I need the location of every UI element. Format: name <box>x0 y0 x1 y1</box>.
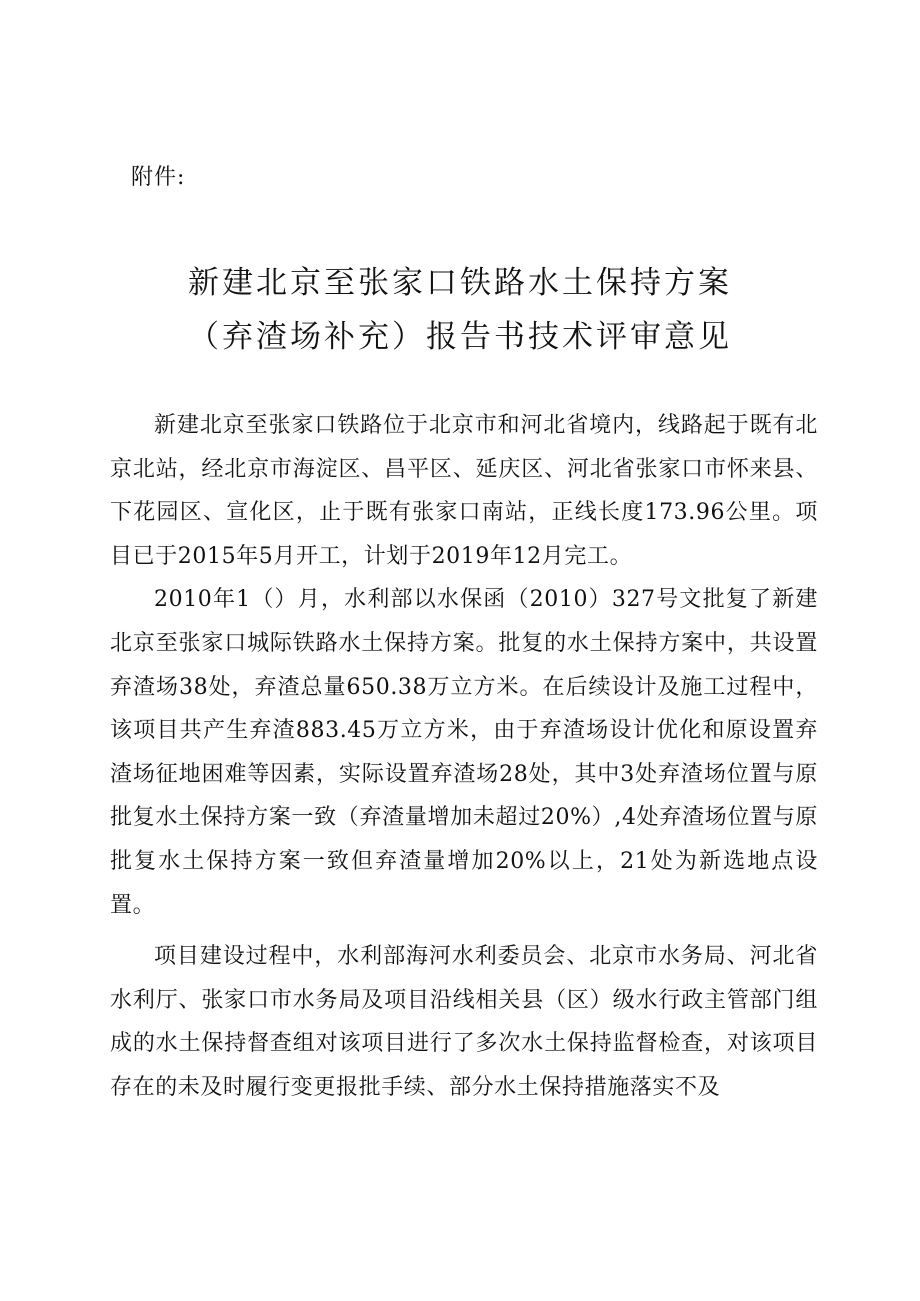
paragraph-approval-and-spoil-sites: 2010年1（）月，水利部以水保函（2010）327号文批复了新建北京至张家口城际铁路水土保持方案。批复的水土保持方案中，共设置弃渣场38处，弃渣总量650.38万立方米。在后续设计及施工过程中，该项目共产生弃渣883.45万立方米，由于弃渣场设计优化和原设置弃渣场征地困难等因素，实际设置弃渣场28处，其中3处弃渣场位置与原批复水土保持方案一致（弃渣量增加未超过20%）,4处弃渣场位置与原批复水土保持方案一致但弃渣量增加20%以上，21处为新选地点设置。 <box>110 587 818 918</box>
document-title-line-2: （弃渣场补充）报告书技术评审意见 <box>188 319 732 355</box>
document-body <box>110 404 818 1110</box>
paragraph-supervision-inspection: 项目建设过程中，水利部海河水利委员会、北京市水务局、河北省水利厅、张家口市水务局及项目沿线相关县（区）级水行政主管部门组成的水土保持督查组对该项目进行了多次水土保持监督检查，对该项目存在的未及时履行变更报批手续、部分水土保持措施落实不及 <box>110 944 818 1100</box>
paragraph-project-overview: 新建北京至张家口铁路位于北京市和河北省境内，线路起于既有北京北站，经北京市海淀区、昌平区、延庆区、河北省张家口市怀来县、下花园区、宣化区，止于既有张家口南站，正线长度173.96公里。项目已于2015年5月开工，计划于2019年12月完工。 <box>110 413 818 569</box>
document-title-line-1: 新建北京至张家口铁路水土保持方案 <box>188 265 732 301</box>
attachment-label: 附件: <box>131 165 186 190</box>
